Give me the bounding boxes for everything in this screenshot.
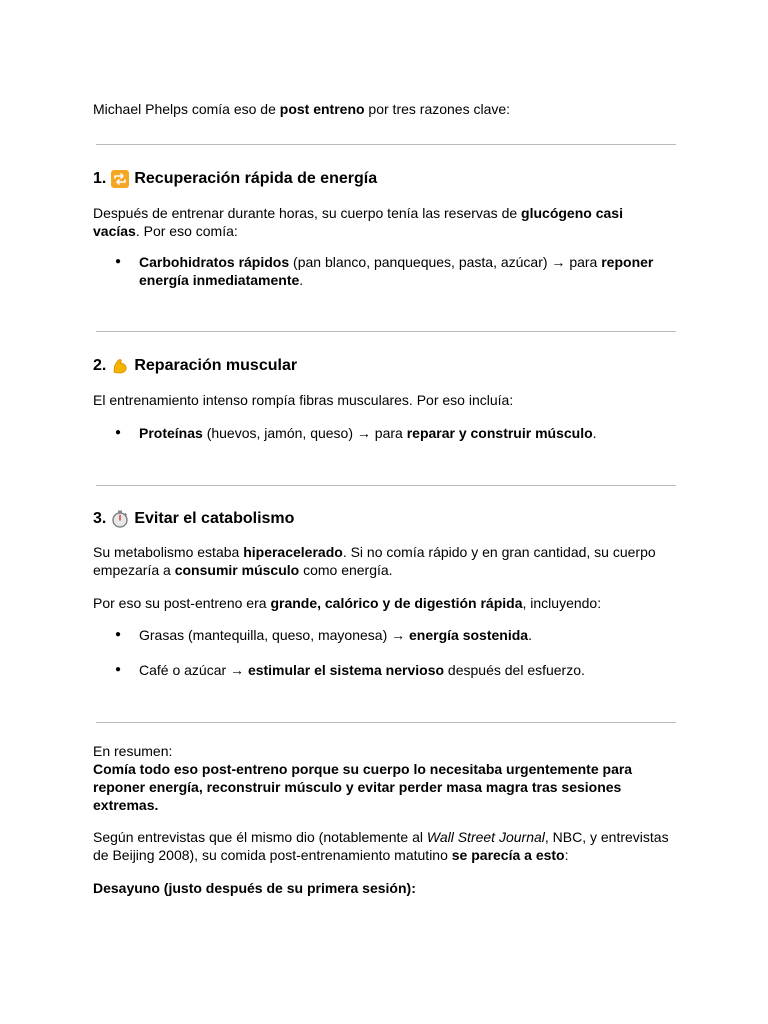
section-heading-3: 3. Evitar el catabolismo bbox=[93, 510, 295, 527]
intro-paragraph: Michael Phelps comía eso de post entreno por tres razones clave: bbox=[93, 101, 511, 117]
section-title-2: Reparación muscular bbox=[134, 357, 298, 374]
divider bbox=[96, 722, 676, 723]
section-title-1: Recuperación rápida de energía bbox=[134, 170, 378, 187]
list-item: ● Proteínas (huevos, jamón, queso) → para reparar y construir músculo. bbox=[93, 424, 673, 442]
divider bbox=[96, 144, 676, 145]
list-item: ● Grasas (mantequilla, queso, mayonesa) → energía sostenida. bbox=[93, 626, 673, 644]
section-heading-1: 1. Recuperación rápida de energía bbox=[93, 170, 378, 187]
section-1-paragraph: Después de entrenar durante horas, su cuerpo tenía las reservas de glucógeno casi vacías. Por eso comía: bbox=[93, 205, 623, 239]
section-3-list bbox=[93, 626, 673, 644]
section-3-paragraph-2: Por eso su post-entreno era grande, calórico y de digestión rápida, incluyendo: bbox=[93, 595, 602, 611]
summary-text: Comía todo eso post-entreno porque su cuerpo lo necesitaba urgentemente para reponer energía, reconstruir músculo y evitar perder masa magra tras sesiones extremas. bbox=[93, 761, 633, 813]
interviews-paragraph: Según entrevistas que él mismo dio (notablemente al Wall Street Journal, NBC, y entrevistas de Beijing 2008), su comida post-entrenamiento matutino se parecía a esto: bbox=[93, 829, 669, 863]
section-2-paragraph: El entrenamiento intenso rompía fibras musculares. Por eso incluía: bbox=[93, 392, 514, 408]
section-3-paragraph-1: Su metabolismo estaba hiperacelerado. Si no comía rápido y en gran cantidad, su cuerpo empezaría a consumir músculo como energía. bbox=[93, 544, 656, 578]
list-item: ● Carbohidratos rápidos (pan blanco, panqueques, pasta, azúcar) → para reponer energía inmediatamente. bbox=[93, 253, 673, 289]
stopwatch-icon bbox=[111, 510, 129, 528]
section-heading-2: 2. Reparación muscular bbox=[93, 357, 298, 374]
flexed-biceps-icon bbox=[111, 357, 129, 375]
repeat-icon bbox=[111, 170, 129, 188]
section-1-list bbox=[93, 253, 673, 289]
section-3-list bbox=[93, 661, 673, 679]
section-title-3: Evitar el catabolismo bbox=[134, 510, 295, 527]
divider bbox=[96, 485, 676, 486]
list-item: ● Café o azúcar → estimular el sistema nervioso después del esfuerzo. bbox=[93, 661, 673, 679]
summary-label: En resumen: bbox=[93, 743, 173, 759]
section-2-list bbox=[93, 424, 673, 442]
breakfast-heading: Desayuno (justo después de su primera sesión): bbox=[93, 880, 416, 896]
divider bbox=[96, 331, 676, 332]
